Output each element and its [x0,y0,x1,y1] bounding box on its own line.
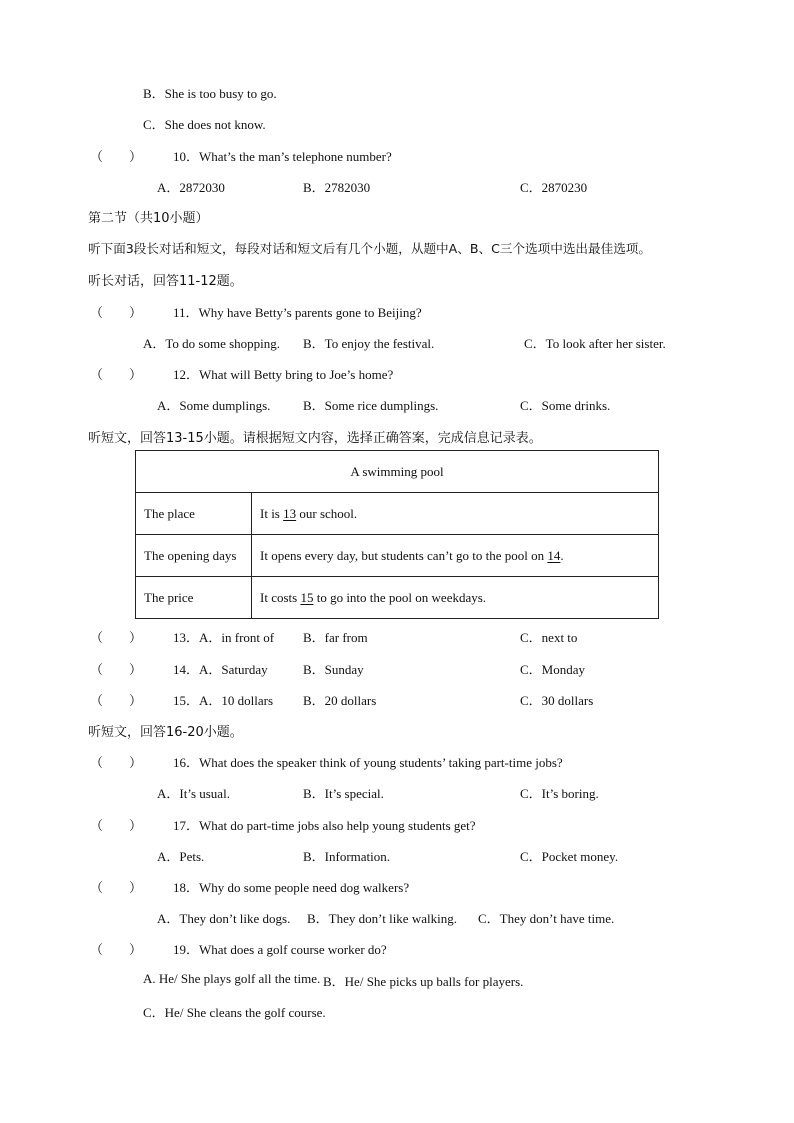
question-12 [90,364,393,383]
table-row [136,493,659,535]
option-b: B．He/ She picks up balls for players. [323,974,524,989]
option-b: B．To enjoy the festival. [303,336,435,351]
option-b: B．Some rice dumplings. [303,398,439,413]
passage1-intro: 听短文，回答13-15小题。请根据短文内容，选择正确答案，完成信息记录表。 [88,431,542,446]
table-header-row [136,451,659,493]
table-title: A swimming pool [136,451,659,493]
answer-paren[interactable]: （ ） [90,305,143,320]
question-16 [90,752,563,771]
option-a: A．They don’t like dogs. [157,911,291,926]
option-b: B．It’s special. [303,786,384,801]
option-b: B．Sunday [303,662,364,677]
option-c: C．2870230 [520,180,588,195]
option-a: A．It’s usual. [157,786,230,801]
question-11 [90,302,422,321]
option-c: C．30 dollars [520,693,594,708]
option-a: A．To do some shopping. [143,336,281,351]
table-row [136,535,659,577]
question-13 [90,627,274,646]
dialog-intro: 听长对话，回答11-12题。 [88,274,243,289]
answer-paren[interactable]: （ ） [90,942,143,957]
option-c: C．Monday [520,662,586,677]
answer-paren[interactable]: （ ） [90,662,143,677]
option-c: C．They don’t have time. [478,911,615,926]
option-a: A．2872030 [157,180,225,195]
answer-paren[interactable]: （ ） [90,755,143,770]
option-b: B．far from [303,630,368,645]
option-c: C．Some drinks. [520,398,611,413]
question-stem: 17．What do part-time jobs also help young students get? [173,818,476,833]
option-c: C．She does not know. [143,117,266,132]
option-c: C．next to [520,630,578,645]
passage2-intro: 听短文，回答16-20小题。 [88,725,243,740]
row-value: It is 13 our school. [252,493,659,535]
option-c: C．To look after her sister. [524,336,666,351]
question-19 [90,939,387,958]
question-stem: 15．A．10 dollars [173,693,274,708]
blank-15: 15 [300,589,314,605]
question-14 [90,659,268,678]
option-c: C．It’s boring. [520,786,599,801]
question-10 [90,146,392,165]
option-a: A. He/ She plays golf all the time. [143,971,321,986]
answer-paren[interactable]: （ ） [90,818,143,833]
row-value: It opens every day, but students can’t go to the pool on 14. [252,535,659,577]
question-stem: 10．What’s the man’s telephone number? [173,149,392,164]
option-b: B．She is too busy to go. [143,86,277,101]
blank-14: 14 [547,547,561,563]
info-table [135,450,659,619]
row-label: The price [136,577,252,619]
answer-paren[interactable]: （ ） [90,630,143,645]
section-instruction: 听下面3段长对话和短文，每段对话和短文后有几个小题，从题中A、B、C三个选项中选出最佳选项。 [88,241,651,256]
option-b: B．Information. [303,849,391,864]
question-stem: 12．What will Betty bring to Joe’s home? [173,367,394,382]
answer-paren[interactable]: （ ） [90,880,143,895]
option-b: B．20 dollars [303,693,377,708]
option-b: B．They don’t like walking. [307,911,457,926]
option-c: C．He/ She cleans the golf course. [143,1005,326,1020]
row-label: The place [136,493,252,535]
answer-paren[interactable]: （ ） [90,149,143,164]
blank-13: 13 [283,505,297,521]
question-stem: 16．What does the speaker think of young students’ taking part-time jobs? [173,755,563,770]
section-title: 第二节（共10小题） [88,211,209,226]
question-18 [90,877,409,896]
question-stem: 14．A．Saturday [173,662,268,677]
row-label: The opening days [136,535,252,577]
answer-paren[interactable]: （ ） [90,367,143,382]
option-a: A．Some dumplings. [157,398,271,413]
answer-paren[interactable]: （ ） [90,693,143,708]
question-stem: 19．What does a golf course worker do? [173,942,387,957]
question-stem: 18．Why do some people need dog walkers? [173,880,410,895]
question-stem: 13．A．in front of [173,630,275,645]
option-a: A．Pets. [157,849,205,864]
option-c: C．Pocket money. [520,849,619,864]
question-17 [90,815,476,834]
question-15 [90,690,273,709]
table-row [136,577,659,619]
question-stem: 11．Why have Betty’s parents gone to Beijing? [173,305,422,320]
option-b: B．2782030 [303,180,371,195]
row-value: It costs 15 to go into the pool on weekdays. [252,577,659,619]
